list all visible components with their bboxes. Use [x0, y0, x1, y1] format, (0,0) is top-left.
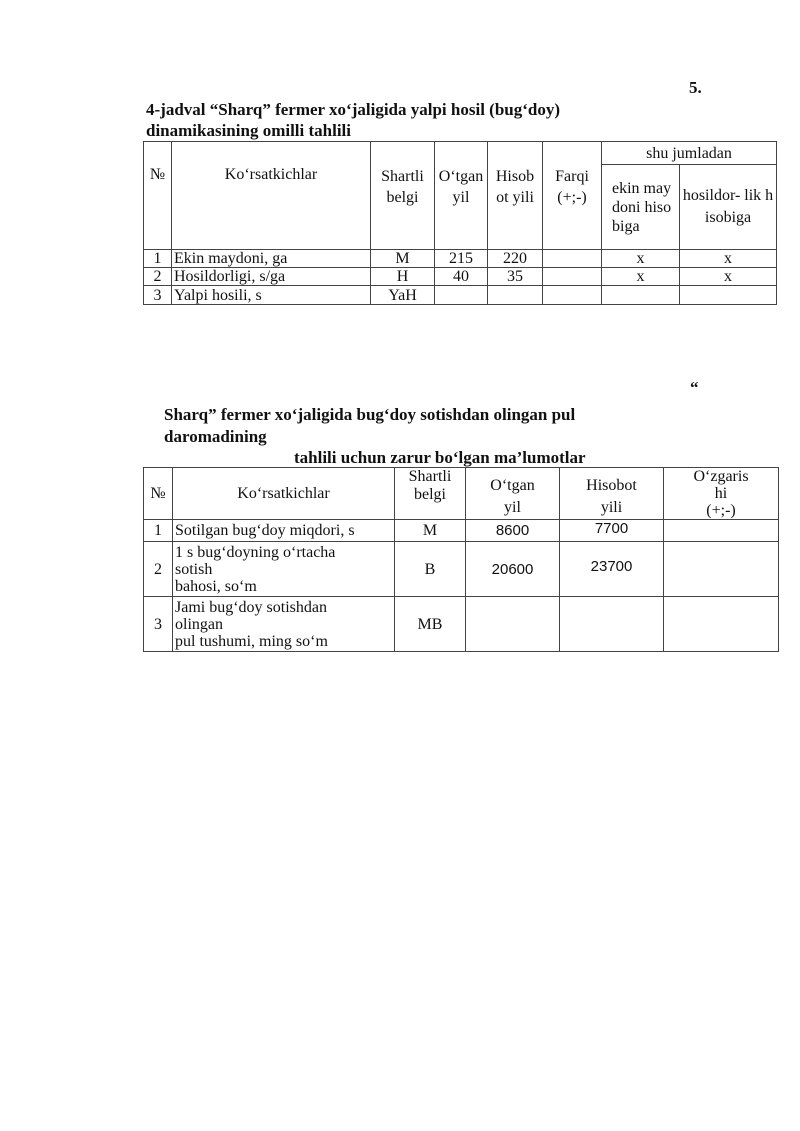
t1-r2-by-yield: x: [680, 268, 777, 286]
t2-header-change: O‘zgaris hi (+;-): [664, 468, 779, 520]
t1-r3-report: [488, 286, 543, 305]
t1-r1-by-area: x: [602, 250, 680, 268]
t1-r2-num: 2: [144, 268, 172, 286]
table-row: [144, 268, 777, 286]
t1-r1-by-yield: x: [680, 250, 777, 268]
t1-r3-prev: [435, 286, 488, 305]
t1-header-symbol: Shartli belgi: [371, 142, 435, 250]
page-number: 5.: [689, 78, 702, 97]
t2-r3-num: 3: [144, 597, 173, 652]
t1-header-prev-year: O‘tgan yil: [435, 142, 488, 250]
table-row: [144, 520, 779, 542]
table-row: [144, 250, 777, 268]
t1-r1-symbol: M: [371, 250, 435, 268]
t2-r2-num: 2: [144, 542, 173, 597]
t2-header-report: Hisobot yili: [560, 468, 664, 520]
t2-r3-change: [664, 597, 779, 652]
t1-r2-by-area: x: [602, 268, 680, 286]
t1-r2-symbol: H: [371, 268, 435, 286]
t2-r2-prev: 20600: [466, 542, 560, 597]
t1-r3-diff: [543, 286, 602, 305]
t2-r3-name: Jami bug‘doy sotishdan olingan pul tushumi, ming so‘m: [173, 597, 395, 652]
t2-header-symbol: Shartli belgi: [395, 468, 466, 520]
t1-header-diff: Farqi (+;-): [543, 142, 602, 250]
t1-r3-by-yield: [680, 286, 777, 305]
t1-r1-diff: [543, 250, 602, 268]
table1-title-line1: 4-jadval “Sharq” fermer xo‘jaligida yalpi hosil (bug‘doy): [146, 100, 561, 119]
t1-header-including: shu jumladan: [602, 142, 777, 165]
t2-r1-symbol: M: [395, 520, 466, 542]
t1-r2-name: Hosildorligi, s/ga: [172, 268, 371, 286]
table-row: [144, 597, 779, 652]
table2: [143, 467, 779, 652]
t1-r2-report: 35: [488, 268, 543, 286]
t1-r3-symbol: YaH: [371, 286, 435, 305]
t1-r2-prev: 40: [435, 268, 488, 286]
t2-r1-name: Sotilgan bug‘doy miqdori, s: [173, 520, 395, 542]
table-row: [144, 542, 779, 597]
t1-r3-by-area: [602, 286, 680, 305]
t2-r3-symbol: MB: [395, 597, 466, 652]
t2-r2-symbol: B: [395, 542, 466, 597]
t1-r2-diff: [543, 268, 602, 286]
t1-r1-num: 1: [144, 250, 172, 268]
table2-title-line3: tahlili uchun zarur bo‘lgan ma’lumotlar: [294, 448, 586, 467]
t2-r1-change: [664, 520, 779, 542]
table2-title-line1: Sharq” fermer xo‘jaligida bug‘doy sotishdan olingan pul: [164, 405, 576, 424]
t1-r1-name: Ekin maydoni, ga: [172, 250, 371, 268]
t2-header-prev: O‘tgan yil: [466, 468, 560, 520]
t2-header-num: №: [144, 468, 173, 520]
t1-header-by-yield: hosildor- lik hisobiga: [680, 165, 777, 250]
t2-r3-report: [560, 597, 664, 652]
t2-r2-name: 1 s bug‘doyning o‘rtacha sotish bahosi, so‘m: [173, 542, 395, 597]
t1-header-report-year: Hisobot yili: [488, 142, 543, 250]
table2-title-line2: daromadining: [164, 427, 267, 446]
t2-r1-num: 1: [144, 520, 173, 542]
t2-r2-report: 23700: [560, 542, 664, 597]
t1-r1-prev: 215: [435, 250, 488, 268]
t1-r1-report: 220: [488, 250, 543, 268]
t1-header-indicators: Ko‘rsatkichlar: [172, 142, 371, 250]
t2-r1-report: 7700: [560, 520, 664, 542]
t1-header-num: №: [144, 142, 172, 250]
table-row: [144, 286, 777, 305]
t1-r3-num: 3: [144, 286, 172, 305]
t2-header-indicators: Ko‘rsatkichlar: [173, 468, 395, 520]
table1-title-line2: dinamikasining omilli tahlili: [146, 121, 352, 140]
t2-r2-change: [664, 542, 779, 597]
t1-header-by-area: ekin maydoni hisobiga: [602, 165, 680, 250]
t2-r1-prev: 8600: [466, 520, 560, 542]
t2-r3-prev: [466, 597, 560, 652]
table2-quote-mark: “: [690, 378, 699, 397]
table1: [143, 141, 777, 305]
t1-r3-name: Yalpi hosili, s: [172, 286, 371, 305]
